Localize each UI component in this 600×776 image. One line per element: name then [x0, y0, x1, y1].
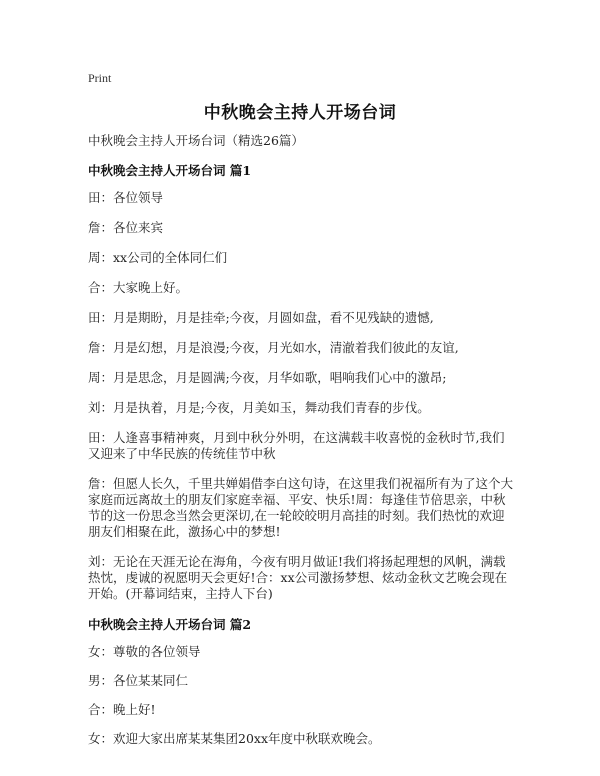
paragraph: 田：月是期盼，月是挂牵;今夜，月圆如盘，看不见残缺的遗憾, — [88, 310, 434, 325]
paragraph: 合：晚上好! — [88, 702, 156, 717]
paragraph: 田：人逢喜事精神爽，月到中秋分外明，在这满载丰收喜悦的金秋时节,我们又迎来了中华民族的传统佳节中秋 — [88, 430, 505, 461]
print-label[interactable]: Print — [88, 71, 112, 85]
paragraph: 詹：月是幻想，月是浪漫;今夜，月光如水，清澈着我们彼此的友谊, — [88, 340, 459, 355]
paragraph: 刘：月是执着，月是;今夜，月美如玉，舞动我们青春的步伐。 — [88, 400, 430, 415]
paragraph: 詹：但愿人长久，千里共婵娟借李白这句诗，在这里我们祝福所有为了这个大家庭而远离故土的朋友们家庭幸福、平安、快乐!周：每逢佳节倍思亲，中秋节的这一份思念当然会更深切,在一轮皎皎明月高挂的时刻。我们热忱的欢迎朋友们相聚在此，激扬心中的梦想! — [88, 476, 514, 539]
paragraph: 周：xx公司的全体同仁们 — [88, 250, 228, 265]
section-heading-1: 中秋晚会主持人开场台词 篇1 — [88, 163, 252, 178]
paragraph: 詹：各位来宾 — [88, 220, 164, 235]
section-heading-2: 中秋晚会主持人开场台词 篇2 — [88, 617, 252, 632]
document-subtitle: 中秋晚会主持人开场台词（精选26篇） — [88, 133, 304, 148]
paragraph: 女：欢迎大家出席某某集团20xx年度中秋联欢晚会。 — [88, 731, 381, 746]
document-body — [88, 132, 514, 760]
paragraph: 男：各位某某同仁 — [88, 673, 189, 688]
document-title: 中秋晚会主持人开场台词 — [203, 103, 397, 123]
paragraph: 女：尊敬的各位领导 — [88, 644, 201, 659]
paragraph: 合：大家晚上好。 — [88, 280, 189, 295]
paragraph: 周：月是思念，月是圆满;今夜，月华如歌，唱响我们心中的激昂; — [88, 370, 447, 385]
paragraph: 刘：无论在天涯无论在海角，今夜有明月做证!我们将扬起理想的风帆，满载热忱，虔诚的祝愿明天会更好!合：xx公司激扬梦想、炫动金秋文艺晚会现在开始。(开幕词结束，主持人下台) — [88, 554, 508, 601]
paragraph: 田：各位领导 — [88, 190, 164, 205]
